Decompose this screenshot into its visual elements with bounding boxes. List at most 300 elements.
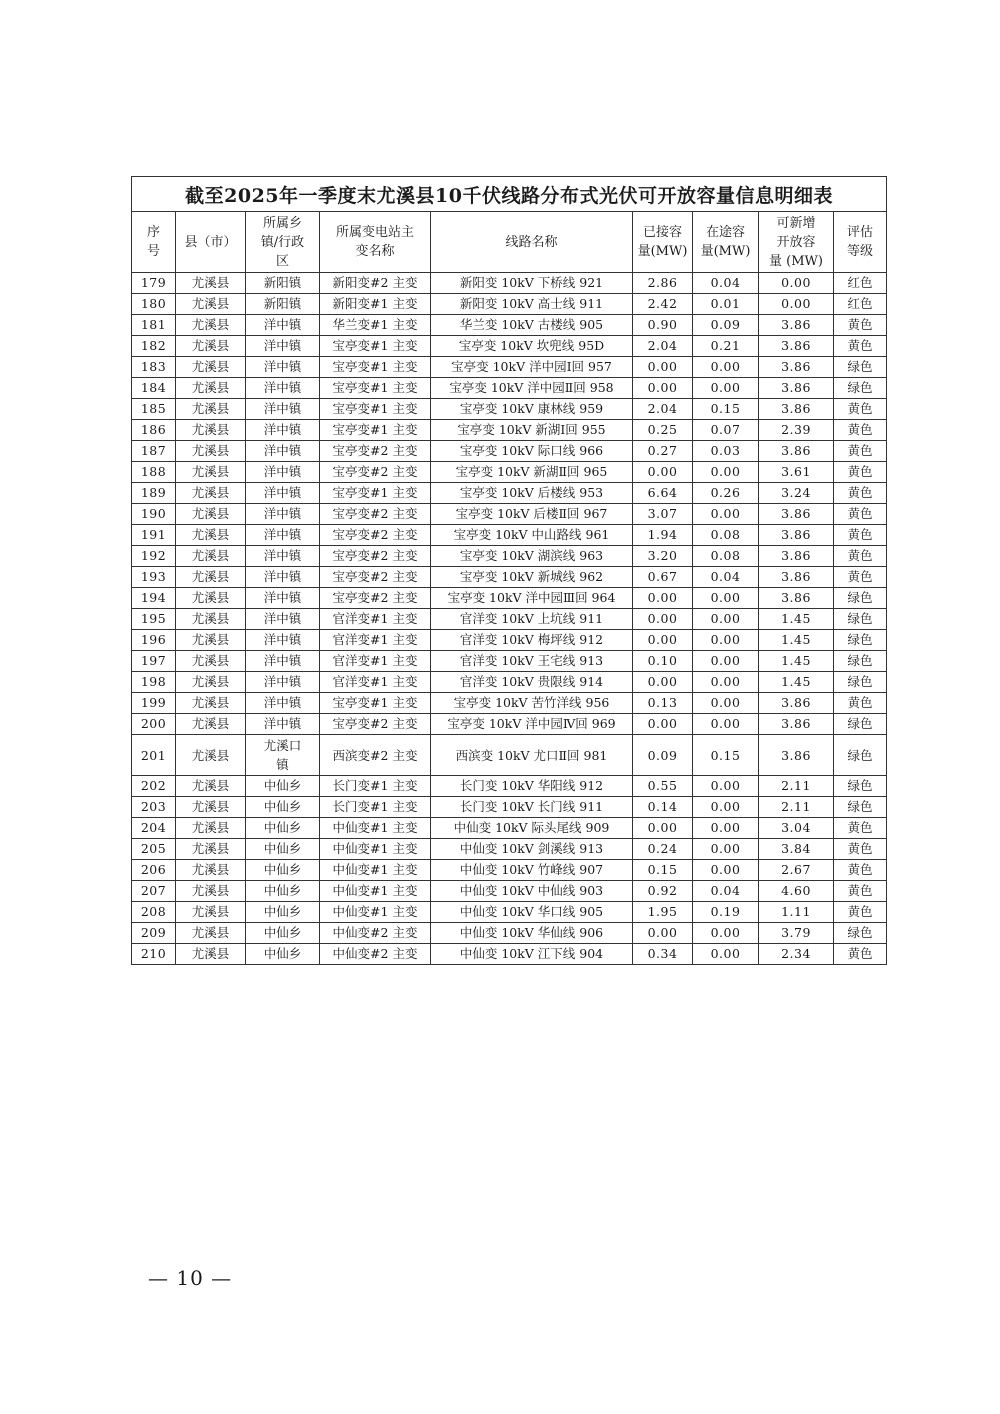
cell-substation: 宝亭变#1 主变 [320, 336, 431, 357]
cell-substation: 中仙变#1 主变 [320, 881, 431, 902]
table-row [132, 651, 887, 672]
cell-index: 207 [132, 881, 176, 902]
cell-connected-capacity: 0.25 [633, 420, 693, 441]
cell-available-capacity: 3.86 [759, 357, 834, 378]
cell-connected-capacity: 0.90 [633, 315, 693, 336]
cell-line-name: 中仙变 10kV 竹峰线 907 [431, 860, 633, 881]
cell-pending-capacity: 0.00 [693, 609, 759, 630]
cell-available-capacity: 1.11 [759, 902, 834, 923]
cell-available-capacity: 1.45 [759, 630, 834, 651]
cell-index: 188 [132, 462, 176, 483]
header-township [246, 212, 320, 273]
cell-township: 洋中镇 [246, 546, 320, 567]
cell-substation: 华兰变#1 主变 [320, 315, 431, 336]
cell-index: 189 [132, 483, 176, 504]
header-text-line: 评估 [847, 225, 874, 240]
cell-county: 尤溪县 [176, 860, 246, 881]
table-body [132, 273, 887, 965]
cell-substation: 新阳变#2 主变 [320, 273, 431, 294]
cell-substation: 中仙变#2 主变 [320, 944, 431, 965]
cell-available-capacity: 3.86 [759, 504, 834, 525]
cell-substation: 宝亭变#1 主变 [320, 693, 431, 714]
table-row [132, 609, 887, 630]
table-header-row [132, 212, 887, 273]
cell-connected-capacity: 0.13 [633, 693, 693, 714]
cell-connected-capacity: 0.14 [633, 797, 693, 818]
header-substation [320, 212, 431, 273]
cell-substation: 中仙变#1 主变 [320, 860, 431, 881]
table-row [132, 357, 887, 378]
cell-pending-capacity: 0.00 [693, 693, 759, 714]
cell-pending-capacity: 0.00 [693, 630, 759, 651]
cell-township: 中仙乡 [246, 860, 320, 881]
cell-township: 洋中镇 [246, 651, 320, 672]
cell-county: 尤溪县 [176, 881, 246, 902]
cell-line-name: 官洋变 10kV 梅坪线 912 [431, 630, 633, 651]
table-row [132, 462, 887, 483]
cell-township: 洋中镇 [246, 609, 320, 630]
cell-grade: 黄色 [834, 567, 887, 588]
table-row [132, 902, 887, 923]
cell-line-name: 宝亭变 10kV 洋中园Ⅱ回 958 [431, 378, 633, 399]
cell-substation: 宝亭变#1 主变 [320, 483, 431, 504]
cell-connected-capacity: 2.04 [633, 399, 693, 420]
cell-grade: 黄色 [834, 336, 887, 357]
cell-county: 尤溪县 [176, 944, 246, 965]
capacity-detail-table [131, 176, 887, 965]
cell-line-name: 宝亭变 10kV 洋中园Ⅲ回 964 [431, 588, 633, 609]
cell-pending-capacity: 0.09 [693, 315, 759, 336]
cell-pending-capacity: 0.04 [693, 273, 759, 294]
cell-pending-capacity: 0.00 [693, 504, 759, 525]
cell-index: 202 [132, 776, 176, 797]
cell-county: 尤溪县 [176, 336, 246, 357]
header-text-line: 量(MW) [637, 244, 688, 259]
cell-index: 191 [132, 525, 176, 546]
cell-index: 208 [132, 902, 176, 923]
cell-grade: 绿色 [834, 776, 887, 797]
cell-grade: 绿色 [834, 588, 887, 609]
cell-grade: 黄色 [834, 546, 887, 567]
cell-pending-capacity: 0.08 [693, 525, 759, 546]
cell-line-name: 西滨变 10kV 尤口Ⅱ回 981 [431, 735, 633, 776]
cell-pending-capacity: 0.00 [693, 357, 759, 378]
cell-line-name: 宝亭变 10kV 中山路线 961 [431, 525, 633, 546]
cell-line-name: 长门变 10kV 长门线 911 [431, 797, 633, 818]
cell-line-name: 宝亭变 10kV 新湖Ⅱ回 965 [431, 462, 633, 483]
table-row [132, 944, 887, 965]
cell-line-name: 官洋变 10kV 王宅线 913 [431, 651, 633, 672]
cell-line-name: 中仙变 10kV 中仙线 903 [431, 881, 633, 902]
cell-county: 尤溪县 [176, 483, 246, 504]
cell-available-capacity: 3.86 [759, 567, 834, 588]
cell-line-name: 宝亭变 10kV 苦竹洋线 956 [431, 693, 633, 714]
cell-index: 199 [132, 693, 176, 714]
cell-county: 尤溪县 [176, 504, 246, 525]
cell-pending-capacity: 0.19 [693, 902, 759, 923]
cell-grade: 黄色 [834, 441, 887, 462]
cell-substation: 宝亭变#2 主变 [320, 714, 431, 735]
header-grade [834, 212, 887, 273]
table-row [132, 294, 887, 315]
header-text-line: 县（市） [184, 234, 237, 250]
cell-grade: 黄色 [834, 902, 887, 923]
cell-connected-capacity: 0.67 [633, 567, 693, 588]
cell-connected-capacity: 0.55 [633, 776, 693, 797]
header-text-line: 线路名称 [505, 234, 558, 250]
cell-line-name: 官洋变 10kV 贵限线 914 [431, 672, 633, 693]
cell-pending-capacity: 0.00 [693, 776, 759, 797]
cell-county: 尤溪县 [176, 693, 246, 714]
cell-index: 204 [132, 818, 176, 839]
cell-grade: 绿色 [834, 672, 887, 693]
cell-index: 182 [132, 336, 176, 357]
cell-index: 198 [132, 672, 176, 693]
cell-connected-capacity: 0.00 [633, 630, 693, 651]
cell-connected-capacity: 0.00 [633, 672, 693, 693]
header-text-line: 已接容 [642, 225, 682, 240]
table-row [132, 881, 887, 902]
cell-index: 183 [132, 357, 176, 378]
cell-available-capacity: 3.86 [759, 546, 834, 567]
cell-pending-capacity: 0.00 [693, 462, 759, 483]
cell-line-name: 宝亭变 10kV 新湖Ⅰ回 955 [431, 420, 633, 441]
cell-available-capacity: 0.00 [759, 294, 834, 315]
cell-line-name: 官洋变 10kV 上坑线 911 [431, 609, 633, 630]
cell-substation: 宝亭变#2 主变 [320, 525, 431, 546]
cell-grade: 黄色 [834, 944, 887, 965]
cell-connected-capacity: 0.00 [633, 378, 693, 399]
cell-available-capacity: 3.61 [759, 462, 834, 483]
table-row [132, 546, 887, 567]
cell-available-capacity: 1.45 [759, 651, 834, 672]
cell-substation: 中仙变#1 主变 [320, 902, 431, 923]
table-row [132, 714, 887, 735]
cell-township: 洋中镇 [246, 483, 320, 504]
cell-township: 中仙乡 [246, 944, 320, 965]
cell-grade: 黄色 [834, 504, 887, 525]
cell-available-capacity: 2.67 [759, 860, 834, 881]
cell-substation: 中仙变#2 主变 [320, 923, 431, 944]
cell-township: 洋中镇 [246, 420, 320, 441]
table-row [132, 567, 887, 588]
cell-connected-capacity: 2.86 [633, 273, 693, 294]
header-index [132, 212, 176, 273]
cell-pending-capacity: 0.00 [693, 860, 759, 881]
cell-county: 尤溪县 [176, 714, 246, 735]
cell-township: 洋中镇 [246, 336, 320, 357]
cell-connected-capacity: 0.09 [633, 735, 693, 776]
table-row [132, 483, 887, 504]
cell-pending-capacity: 0.04 [693, 567, 759, 588]
cell-connected-capacity: 6.64 [633, 483, 693, 504]
table-row [132, 525, 887, 546]
cell-line-name: 中仙变 10kV 剑溪线 913 [431, 839, 633, 860]
cell-connected-capacity: 0.24 [633, 839, 693, 860]
cell-index: 179 [132, 273, 176, 294]
cell-index: 209 [132, 923, 176, 944]
cell-grade: 黄色 [834, 420, 887, 441]
cell-grade: 绿色 [834, 630, 887, 651]
cell-pending-capacity: 0.15 [693, 399, 759, 420]
cell-township: 洋中镇 [246, 504, 320, 525]
cell-township: 中仙乡 [246, 881, 320, 902]
table-title: 截至2025年一季度末尤溪县10千伏线路分布式光伏可开放容量信息明细表 [132, 177, 887, 212]
cell-index: 205 [132, 839, 176, 860]
cell-index: 193 [132, 567, 176, 588]
header-text-line: 在途容 [705, 225, 745, 240]
table-row [132, 399, 887, 420]
cell-county: 尤溪县 [176, 923, 246, 944]
cell-township: 洋中镇 [246, 567, 320, 588]
cell-township: 洋中镇 [246, 525, 320, 546]
cell-township: 洋中镇 [246, 378, 320, 399]
table-row [132, 797, 887, 818]
cell-index: 206 [132, 860, 176, 881]
cell-substation: 长门变#1 主变 [320, 797, 431, 818]
header-available-capacity [759, 212, 834, 273]
cell-township: 洋中镇 [246, 693, 320, 714]
cell-connected-capacity: 1.94 [633, 525, 693, 546]
cell-grade: 黄色 [834, 399, 887, 420]
cell-line-name: 中仙变 10kV 华仙线 906 [431, 923, 633, 944]
cell-line-name: 宝亭变 10kV 康林线 959 [431, 399, 633, 420]
table-row [132, 588, 887, 609]
cell-substation: 宝亭变#1 主变 [320, 420, 431, 441]
cell-substation: 宝亭变#2 主变 [320, 588, 431, 609]
cell-available-capacity: 2.34 [759, 944, 834, 965]
cell-connected-capacity: 3.07 [633, 504, 693, 525]
cell-connected-capacity: 0.00 [633, 818, 693, 839]
cell-grade: 红色 [834, 273, 887, 294]
header-text-line: 开放容 [776, 234, 816, 250]
cell-pending-capacity: 0.26 [693, 483, 759, 504]
table-row [132, 735, 887, 776]
cell-pending-capacity: 0.00 [693, 672, 759, 693]
cell-substation: 宝亭变#2 主变 [320, 567, 431, 588]
cell-township: 中仙乡 [246, 818, 320, 839]
cell-county: 尤溪县 [176, 651, 246, 672]
cell-county: 尤溪县 [176, 902, 246, 923]
cell-township: 中仙乡 [246, 923, 320, 944]
table-row [132, 630, 887, 651]
cell-township: 洋中镇 [246, 672, 320, 693]
cell-township: 洋中镇 [246, 315, 320, 336]
cell-connected-capacity: 0.15 [633, 860, 693, 881]
cell-county: 尤溪县 [176, 399, 246, 420]
cell-township: 洋中镇 [246, 588, 320, 609]
cell-county: 尤溪县 [176, 567, 246, 588]
table-row [132, 776, 887, 797]
cell-county: 尤溪县 [176, 315, 246, 336]
cell-connected-capacity: 0.00 [633, 609, 693, 630]
cell-index: 184 [132, 378, 176, 399]
cell-substation: 宝亭变#1 主变 [320, 399, 431, 420]
table-row [132, 923, 887, 944]
table-row [132, 420, 887, 441]
cell-substation: 宝亭变#2 主变 [320, 462, 431, 483]
cell-available-capacity: 3.86 [759, 441, 834, 462]
cell-index: 181 [132, 315, 176, 336]
cell-line-name: 新阳变 10kV 高士线 911 [431, 294, 633, 315]
cell-index: 190 [132, 504, 176, 525]
cell-township: 洋中镇 [246, 399, 320, 420]
cell-index: 195 [132, 609, 176, 630]
cell-township: 洋中镇 [246, 714, 320, 735]
cell-substation: 宝亭变#1 主变 [320, 378, 431, 399]
cell-township: 洋中镇 [246, 357, 320, 378]
cell-line-name: 宝亭变 10kV 洋中园Ⅰ回 957 [431, 357, 633, 378]
cell-connected-capacity: 2.04 [633, 336, 693, 357]
cell-available-capacity: 2.39 [759, 420, 834, 441]
cell-county: 尤溪县 [176, 630, 246, 651]
header-text-line: 所属变电站主 [335, 225, 414, 240]
cell-pending-capacity: 0.00 [693, 923, 759, 944]
cell-county: 尤溪县 [176, 735, 246, 776]
cell-connected-capacity: 1.95 [633, 902, 693, 923]
cell-line-name: 华兰变 10kV 古楼线 905 [431, 315, 633, 336]
cell-available-capacity: 2.11 [759, 776, 834, 797]
cell-county: 尤溪县 [176, 420, 246, 441]
cell-grade: 黄色 [834, 860, 887, 881]
cell-connected-capacity: 0.00 [633, 588, 693, 609]
cell-pending-capacity: 0.00 [693, 588, 759, 609]
cell-index: 180 [132, 294, 176, 315]
cell-index: 192 [132, 546, 176, 567]
cell-county: 尤溪县 [176, 588, 246, 609]
cell-index: 201 [132, 735, 176, 776]
cell-county: 尤溪县 [176, 294, 246, 315]
cell-substation: 中仙变#1 主变 [320, 839, 431, 860]
cell-township: 洋中镇 [246, 630, 320, 651]
cell-county: 尤溪县 [176, 441, 246, 462]
cell-county: 尤溪县 [176, 378, 246, 399]
cell-county: 尤溪县 [176, 546, 246, 567]
cell-grade: 绿色 [834, 735, 887, 776]
header-text-line: 变名称 [355, 244, 395, 259]
cell-line-name: 新阳变 10kV 下桥线 921 [431, 273, 633, 294]
cell-pending-capacity: 0.03 [693, 441, 759, 462]
cell-county: 尤溪县 [176, 818, 246, 839]
header-text-line: 量(MW) [700, 244, 751, 259]
cell-available-capacity: 3.86 [759, 399, 834, 420]
cell-grade: 绿色 [834, 797, 887, 818]
cell-township: 洋中镇 [246, 462, 320, 483]
cell-available-capacity: 3.86 [759, 315, 834, 336]
cell-index: 203 [132, 797, 176, 818]
cell-line-name: 宝亭变 10kV 坎兜线 95D [431, 336, 633, 357]
cell-substation: 官洋变#1 主变 [320, 609, 431, 630]
cell-county: 尤溪县 [176, 525, 246, 546]
table-row [132, 378, 887, 399]
header-pending-capacity [693, 212, 759, 273]
cell-line-name: 中仙变 10kV 际头尾线 909 [431, 818, 633, 839]
cell-line-name: 宝亭变 10kV 湖滨线 963 [431, 546, 633, 567]
cell-grade: 绿色 [834, 923, 887, 944]
header-county [176, 212, 246, 273]
cell-pending-capacity: 0.00 [693, 378, 759, 399]
cell-line-name: 宝亭变 10kV 后楼Ⅱ回 967 [431, 504, 633, 525]
cell-index: 186 [132, 420, 176, 441]
cell-available-capacity: 0.00 [759, 273, 834, 294]
cell-pending-capacity: 0.00 [693, 797, 759, 818]
cell-county: 尤溪县 [176, 672, 246, 693]
page-number: — 10 — [148, 1266, 233, 1290]
cell-substation: 西滨变#2 主变 [320, 735, 431, 776]
header-text-line: 镇/行政 [260, 234, 305, 250]
cell-grade: 黄色 [834, 483, 887, 504]
cell-available-capacity: 3.86 [759, 378, 834, 399]
cell-index: 187 [132, 441, 176, 462]
cell-township: 中仙乡 [246, 839, 320, 860]
cell-line-name: 宝亭变 10kV 新城线 962 [431, 567, 633, 588]
cell-county: 尤溪县 [176, 609, 246, 630]
cell-grade: 黄色 [834, 693, 887, 714]
table-row [132, 818, 887, 839]
cell-county: 尤溪县 [176, 273, 246, 294]
cell-available-capacity: 3.04 [759, 818, 834, 839]
cell-township: 新阳镇 [246, 273, 320, 294]
cell-pending-capacity: 0.00 [693, 839, 759, 860]
cell-substation: 中仙变#1 主变 [320, 818, 431, 839]
cell-grade: 黄色 [834, 881, 887, 902]
cell-connected-capacity: 0.10 [633, 651, 693, 672]
table-row [132, 273, 887, 294]
cell-county: 尤溪县 [176, 357, 246, 378]
cell-line-name: 宝亭变 10kV 际口线 966 [431, 441, 633, 462]
cell-county: 尤溪县 [176, 462, 246, 483]
cell-pending-capacity: 0.00 [693, 651, 759, 672]
cell-available-capacity: 3.86 [759, 588, 834, 609]
cell-available-capacity: 3.79 [759, 923, 834, 944]
header-text-line: 序 [146, 225, 160, 240]
cell-available-capacity: 3.86 [759, 735, 834, 776]
cell-connected-capacity: 2.42 [633, 294, 693, 315]
cell-index: 200 [132, 714, 176, 735]
cell-grade: 红色 [834, 294, 887, 315]
cell-substation: 新阳变#1 主变 [320, 294, 431, 315]
cell-substation: 官洋变#1 主变 [320, 651, 431, 672]
cell-connected-capacity: 0.00 [633, 714, 693, 735]
cell-substation: 宝亭变#2 主变 [320, 441, 431, 462]
cell-grade: 绿色 [834, 651, 887, 672]
header-text-line: 等级 [847, 244, 874, 259]
cell-line-name: 宝亭变 10kV 洋中园Ⅳ回 969 [431, 714, 633, 735]
cell-substation: 官洋变#1 主变 [320, 672, 431, 693]
cell-available-capacity: 3.24 [759, 483, 834, 504]
cell-available-capacity: 1.45 [759, 672, 834, 693]
header-text-line: 量 (MW) [769, 253, 823, 269]
cell-county: 尤溪县 [176, 839, 246, 860]
table-row [132, 441, 887, 462]
cell-available-capacity: 4.60 [759, 881, 834, 902]
cell-line-name: 中仙变 10kV 江下线 904 [431, 944, 633, 965]
table-row [132, 693, 887, 714]
cell-index: 210 [132, 944, 176, 965]
cell-connected-capacity: 0.34 [633, 944, 693, 965]
cell-substation: 宝亭变#1 主变 [320, 357, 431, 378]
cell-connected-capacity: 0.00 [633, 357, 693, 378]
cell-township: 尤溪口镇 [246, 735, 320, 776]
cell-pending-capacity: 0.01 [693, 294, 759, 315]
cell-available-capacity: 3.86 [759, 336, 834, 357]
cell-connected-capacity: 0.00 [633, 923, 693, 944]
cell-available-capacity: 3.86 [759, 693, 834, 714]
cell-available-capacity: 3.86 [759, 714, 834, 735]
table-row [132, 336, 887, 357]
cell-index: 194 [132, 588, 176, 609]
cell-line-name: 中仙变 10kV 华口线 905 [431, 902, 633, 923]
